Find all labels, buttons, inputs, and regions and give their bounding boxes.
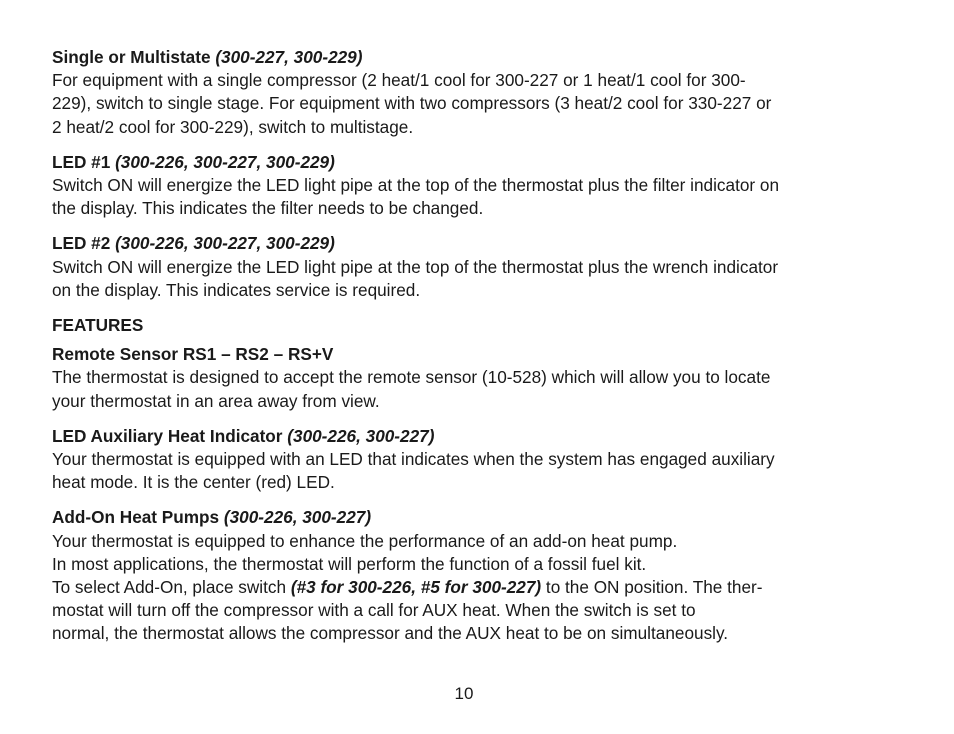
heading-models: (300-226, 300-227, 300-229) [115, 151, 335, 172]
heading-models: (300-226, 300-227, 300-229) [115, 233, 335, 254]
section-heading [52, 46, 892, 69]
page-number: 10 [454, 684, 474, 703]
body-text: to the ON position. The ther- mostat will turn off the compressor with a call for AUX heat. When the switch is set to normal, the thermostat allows the compressor and the AUX heat to be on simultaneously. [52, 577, 763, 644]
section-body: For equipment with a single compressor (2 heat/1 cool for 300-227 or 1 heat/1 cool for 300- 229), switch to single stage. For equipment with two compressors (3 heat/2 cool for 330-227 or 2 heat/2 cool for 300-229), switch to multistage. [52, 70, 772, 137]
section-heading: Remote Sensor RS1 – RS2 – RS+V [52, 344, 334, 365]
section-led-2 [52, 232, 892, 302]
section-add-on-heat-pumps [52, 506, 892, 645]
section-heading [52, 425, 892, 448]
section-body: Switch ON will energize the LED light pipe at the top of the thermostat plus the filter indicator on the display. This indicates the filter needs to be changed. [52, 175, 780, 219]
heading-models: (300-226, 300-227) [287, 425, 435, 446]
section-aux-heat-indicator [52, 425, 892, 495]
section-single-multistate [52, 46, 892, 139]
section-led-1 [52, 151, 892, 221]
features-heading: FEATURES [52, 315, 144, 336]
section-heading [52, 232, 892, 255]
section-body: Switch ON will energize the LED light pipe at the top of the thermostat plus the wrench indicator on the display. This indicates service is required. [52, 256, 779, 300]
heading-title: LED Auxiliary Heat Indicator [52, 425, 283, 446]
heading-models: (300-226, 300-227) [223, 507, 372, 528]
heading-title: LED #2 [52, 233, 111, 254]
section-heading [52, 151, 892, 174]
heading-title: Single or Multistate [52, 47, 211, 67]
section-body: Your thermostat is equipped to enhance the performance of an add-on heat pump. In most applications, the thermostat will perform the function of a fossil fuel kit. [52, 530, 678, 574]
section-heading [52, 506, 892, 529]
section-body-select-addon [52, 576, 892, 646]
section-body: Your thermostat is equipped with an LED that indicates when the system has engaged auxiliary heat mode. It is the center (red) LED. [52, 449, 775, 493]
heading-title: LED #1 [52, 151, 111, 172]
manual-page [52, 46, 892, 658]
section-body: The thermostat is designed to accept the remote sensor (10-528) which will allow you to locate your thermostat in an area away from view. [52, 367, 771, 411]
body-text: To select Add-On, place switch [52, 577, 291, 598]
section-remote-sensor [52, 343, 892, 413]
heading-title: Add-On Heat Pumps [52, 507, 220, 528]
heading-models: (300-227, 300-229) [215, 47, 363, 67]
switch-reference: (#3 for 300-226, #5 for 300-227) [290, 577, 542, 598]
